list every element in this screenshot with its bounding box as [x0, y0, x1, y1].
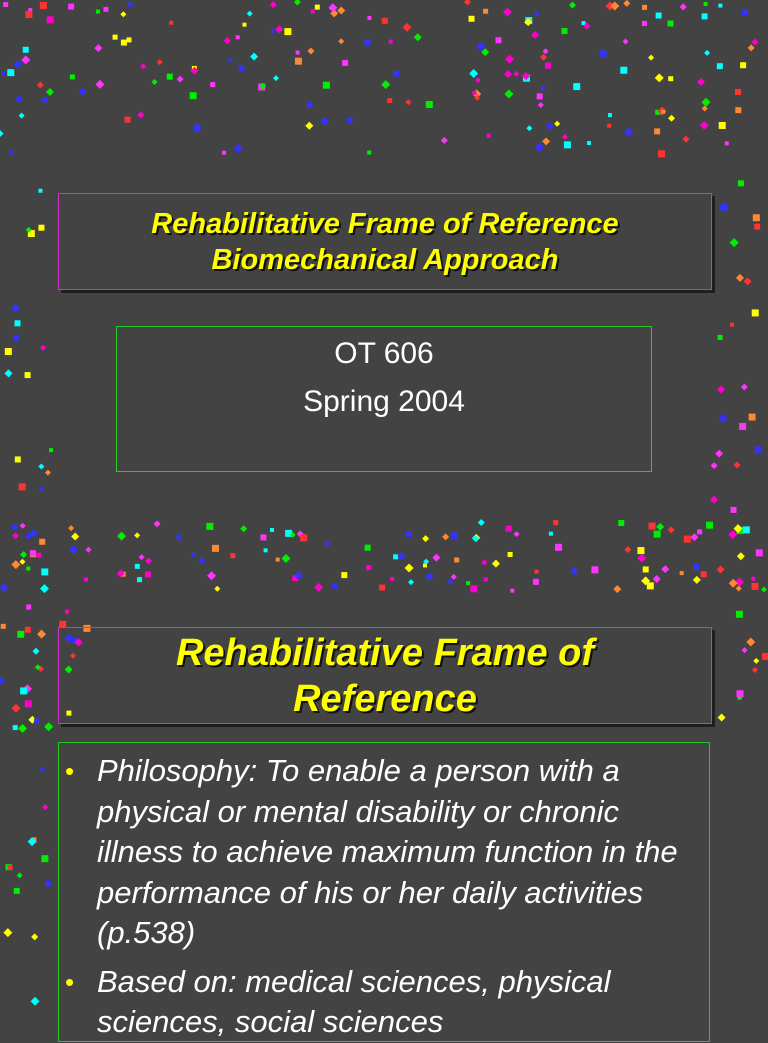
bullet-text: Based on: medical sciences, physical sciences, social sciences	[97, 963, 611, 1039]
bullet-item	[65, 751, 701, 954]
slide-2-title	[58, 627, 712, 724]
bullet-dot: •	[65, 966, 75, 997]
slide-1-subtitle-box	[116, 326, 652, 472]
course-code: OT 606	[334, 337, 434, 370]
slide-1-title-line-1: Rehabilitative Frame of Reference	[151, 207, 619, 240]
slide-2-title-line-1: Rehabilitative Frame of	[175, 631, 595, 674]
slide-2-body	[58, 742, 710, 1042]
slide-2-title-line-2: Reference	[293, 677, 477, 720]
bullet-text: Philosophy: To enable a person with a physical or mental disability or chronic illness to achieve maximum function in the performance of his or her daily activities (p.538)	[97, 753, 678, 950]
slide-2	[0, 512, 768, 1039]
bullet-item	[65, 962, 701, 1043]
slide-1-title	[58, 193, 712, 290]
course-term: Spring 2004	[303, 385, 465, 418]
slide-1-title-line-2: Biomechanical Approach	[211, 243, 559, 276]
slide-1	[0, 0, 768, 512]
bullet-dot: •	[65, 756, 75, 786]
